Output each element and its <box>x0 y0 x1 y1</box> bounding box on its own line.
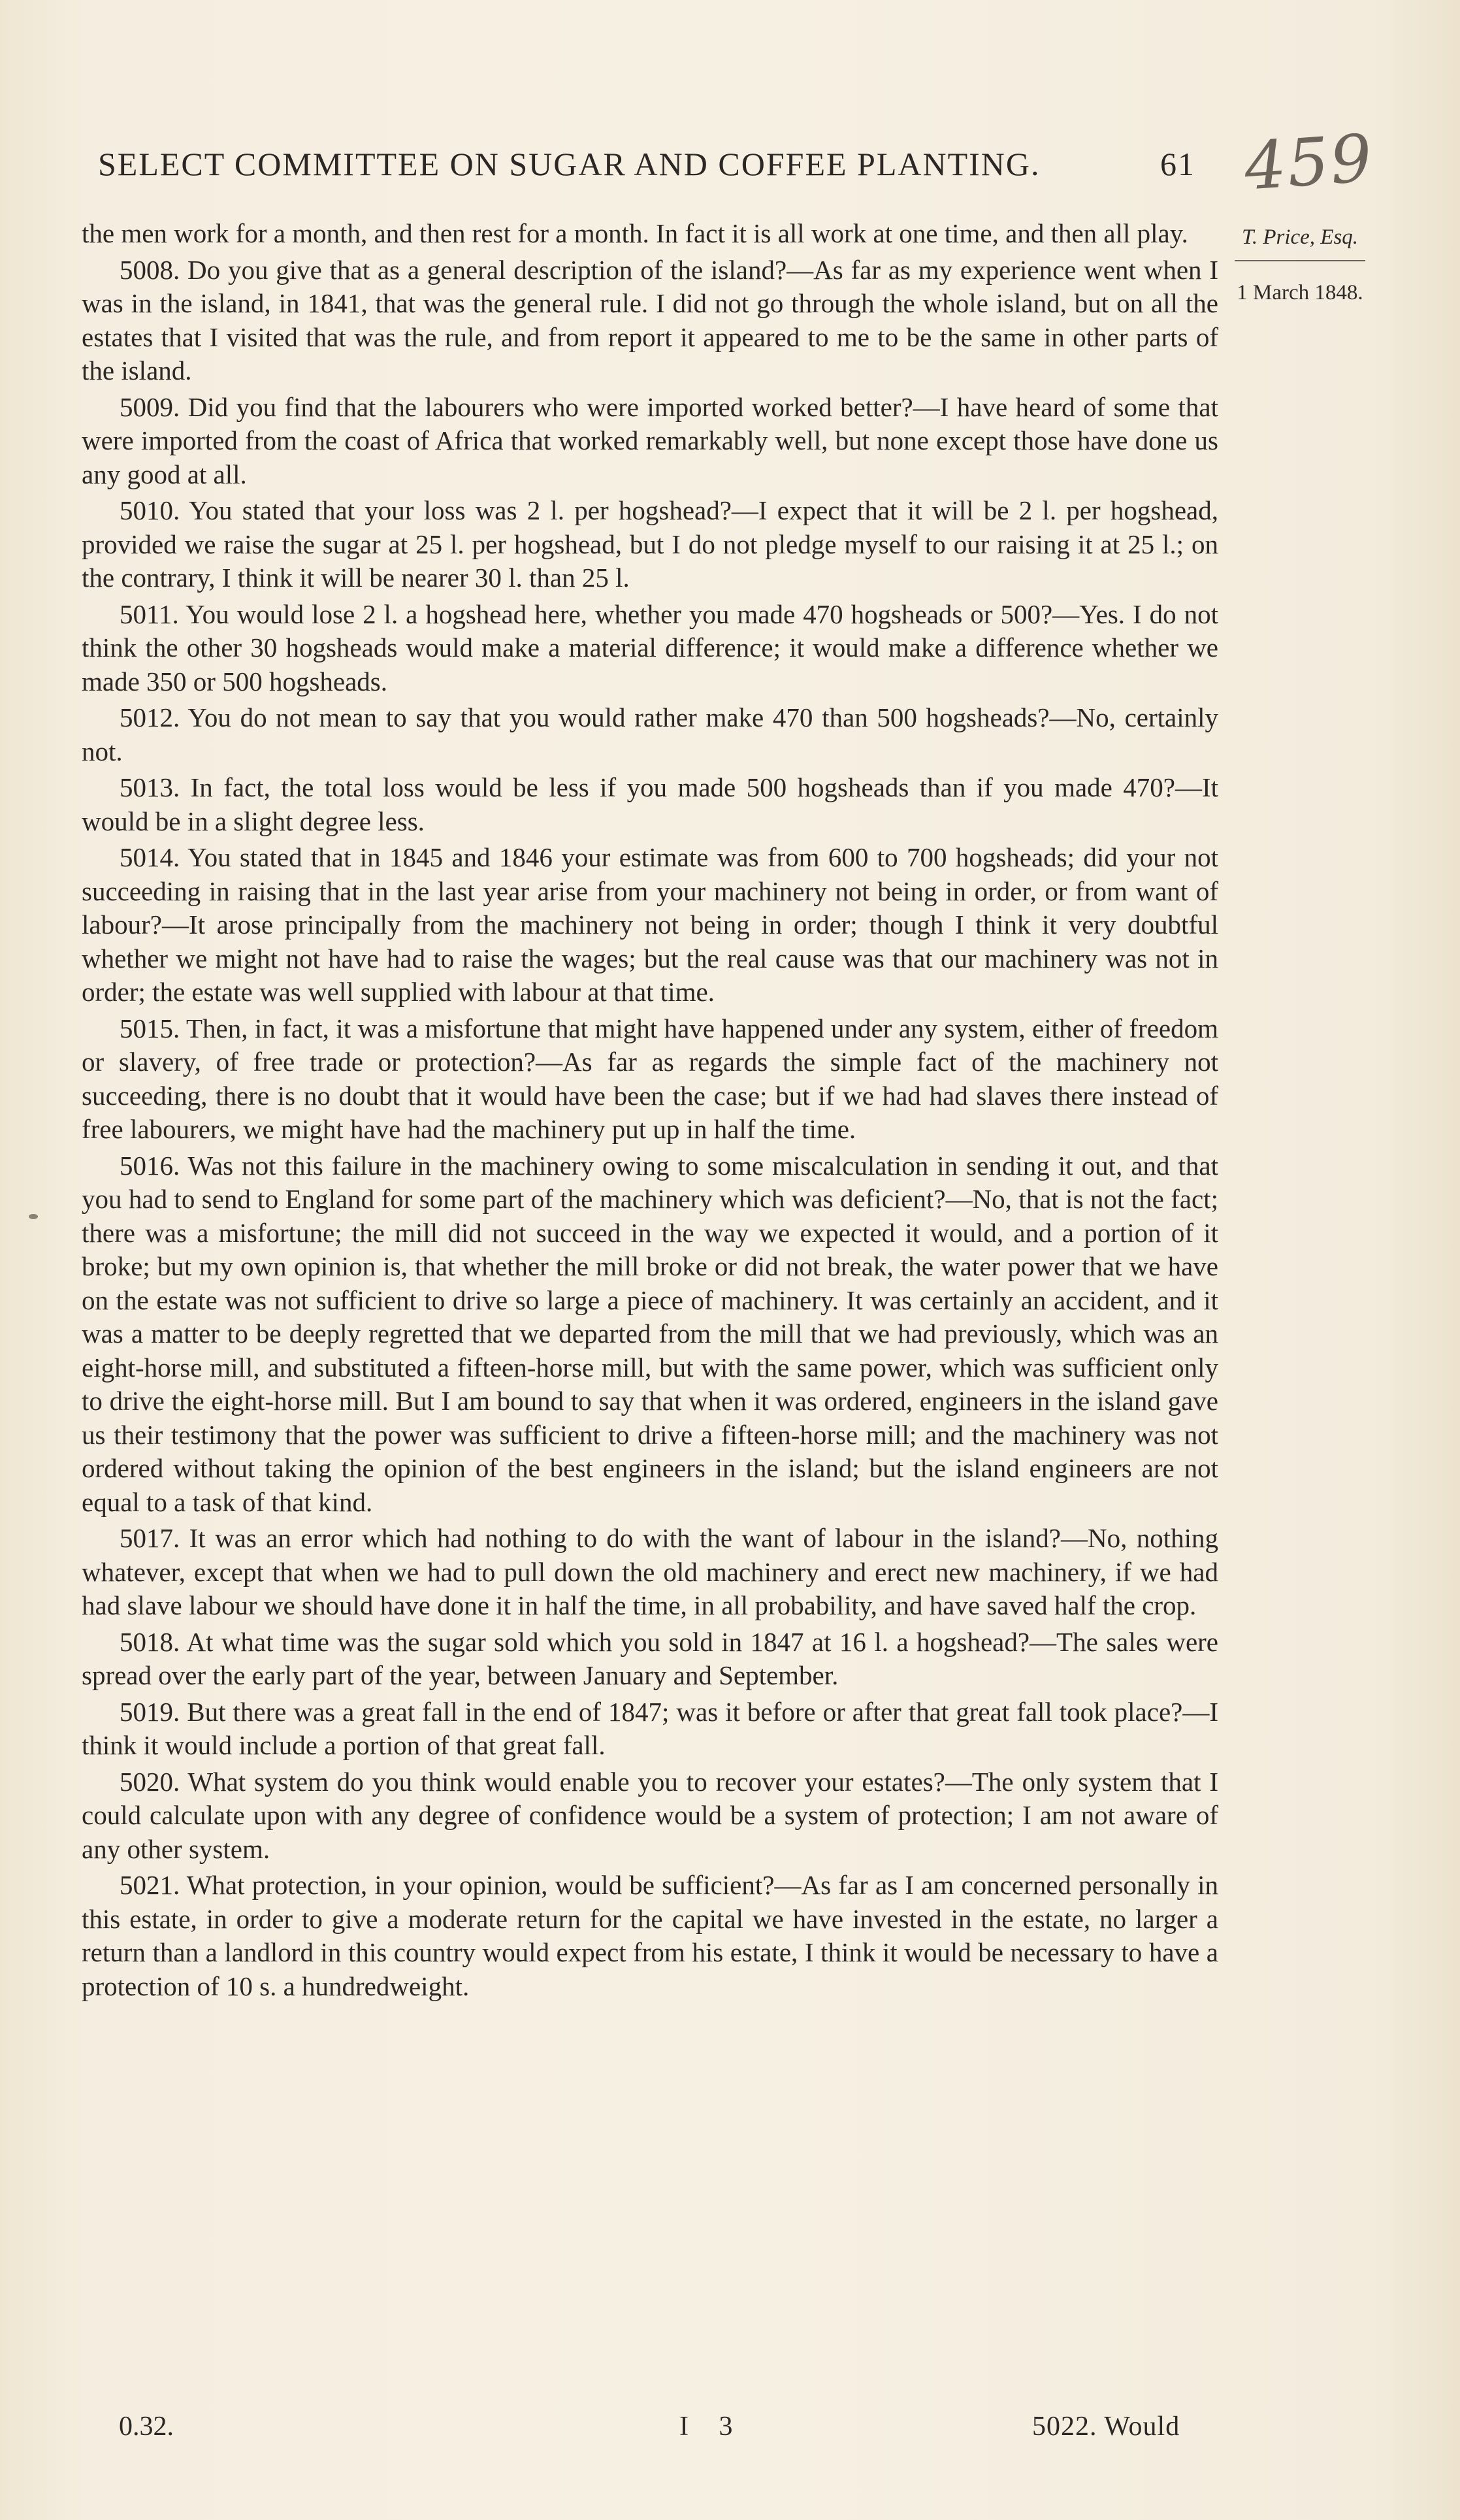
testimony-body <box>82 217 1218 2003</box>
question-5011: 5011. You would lose 2 l. a hogshead here, whether you made 470 hogsheads or 500?—Yes. I do not think the other 30 hogsheads would make a material difference; it would make a difference whether we made 350 or 500 hogsheads. <box>82 598 1218 696</box>
question-5014: 5014. You stated that in 1845 and 1846 your estimate was from 600 to 700 hogsheads; did your not succeeding in raising that in the last year arise from your machinery not being in order, or from want of labour?—It arose principally from the machinery not being in order; though I think it very doubtful whether we might not have had to raise the wages; but the real cause was that our machinery was not in order; the estate was well supplied with labour at that time. <box>82 842 1218 1007</box>
question-5021: 5021. What protection, in your opinion, would be sufficient?—As far as I am concerned personally in this estate, in order to give a moderate return for the capital we have invested in the estate, no larger a return than a landlord in this country would expect from his estate, I think it would be necessary to have a protection of 10 s. a hundredweight. <box>82 1870 1218 2001</box>
question-5018: 5018. At what time was the sugar sold which you sold in 1847 at 16 l. a hogshead?—The sales were spread over the early part of the year, between January and September. <box>82 1626 1218 1690</box>
question-5009: 5009. Did you find that the labourers who were imported worked better?—I have heard of some that were imported from the coast of Africa that worked remarkably well, but none except those have done us any good at all. <box>82 391 1218 489</box>
question-5020: 5020. What system do you think would enable you to recover your estates?—The only system that I could calculate upon with any degree of confidence would be a system of protection; I am not aware of any other system. <box>82 1766 1218 1864</box>
question-5017: 5017. It was an error which had nothing to do with the want of labour in the island?—No, nothing whatever, except that when we had to pull down the old machinery and erect new machinery, if we had had slave labour we should have done it in half the time, in all probability, and have saved half the crop. <box>82 1523 1218 1620</box>
question-5010: 5010. You stated that your loss was 2 l. per hogshead?—I expect that it will be 2 l. per hogshead, provided we raise the sugar at 25 l. per hogshead, but I do not pledge myself to our raising it at 25 l.; on the contrary, I think it will be nearer 30 l. than 25 l. <box>82 495 1218 593</box>
paper-blemish <box>29 1214 38 1219</box>
running-header <box>98 145 1195 183</box>
margin-date: 1 March 1848. <box>1237 281 1363 304</box>
question-5016: 5016. Was not this failure in the machinery owing to some miscalculation in sending it out, and that you had to send to England for some part of the machinery which was deficient?—No, that is not the fact; there was a misfortune; the mill did not succeed in the way we expected it would, and a portion of it broke; but my own opinion is, that whether the mill broke or did not break, the water power that we have on the estate was not sufficient to drive so large a piece of machinery. It was certainly an accident, and it was a matter to be deeply regretted that we departed from the mill that we had previously, which was an eight-horse mill, and substituted a fifteen-horse mill, but with the same power, which was sufficient only to drive the eight-horse mill. But I am bound to say that when it was ordered, engineers in the island gave us their testimony that the power was sufficient to drive a fifteen-horse mill; and the machinery was not ordered without taking the opinion of the best engineers in the island; but the island engineers are not equal to a task of that kind. <box>82 1150 1218 1517</box>
handwritten-folio-number: 459 <box>1242 120 1376 205</box>
page-title: SELECT COMMITTEE ON SUGAR AND COFFEE PLANTING. <box>98 146 1041 182</box>
page-number: 61 <box>1160 146 1195 182</box>
footer-signature-mark: I 3 <box>679 2412 745 2442</box>
question-5013: 5013. In fact, the total loss would be less if you made 500 hogsheads than if you made 470?—It would be in a slight degree less. <box>82 772 1218 836</box>
question-5019: 5019. But there was a great fall in the end of 1847; was it before or after that great fall took place?—I think it would include a portion of that great fall. <box>82 1696 1218 1760</box>
footer-paper-number: 0.32. <box>119 2412 174 2442</box>
question-5012: 5012. You do not mean to say that you would rather make 470 than 500 hogsheads?—No, certainly not. <box>82 702 1218 766</box>
question-5008: 5008. Do you give that as a general description of the island?—As far as my experience went when I was in the island, in 1841, that was the general rule. I did not go through the whole island, but on all the estates that I visited that was the rule, and from report it appeared to me to be the same in other parts of the island. <box>82 254 1218 385</box>
paragraph-continuation: the men work for a month, and then rest for a month. In fact it is all work at one time, and then all play. <box>82 218 1188 248</box>
margin-witness-name: T. Price, Esq. <box>1241 225 1359 249</box>
question-5015: 5015. Then, in fact, it was a misfortune that might have happened under any system, either of freedom or slavery, of free trade or protection?—As far as regards the simple fact of the machinery not succeeding, there is no doubt that it would have been the case; but if we had had slaves there instead of free labourers, we might have had the machinery put up in half the time. <box>82 1013 1218 1144</box>
margin-divider <box>1235 260 1365 261</box>
footer-catchword: 5022. Would <box>1032 2412 1180 2442</box>
